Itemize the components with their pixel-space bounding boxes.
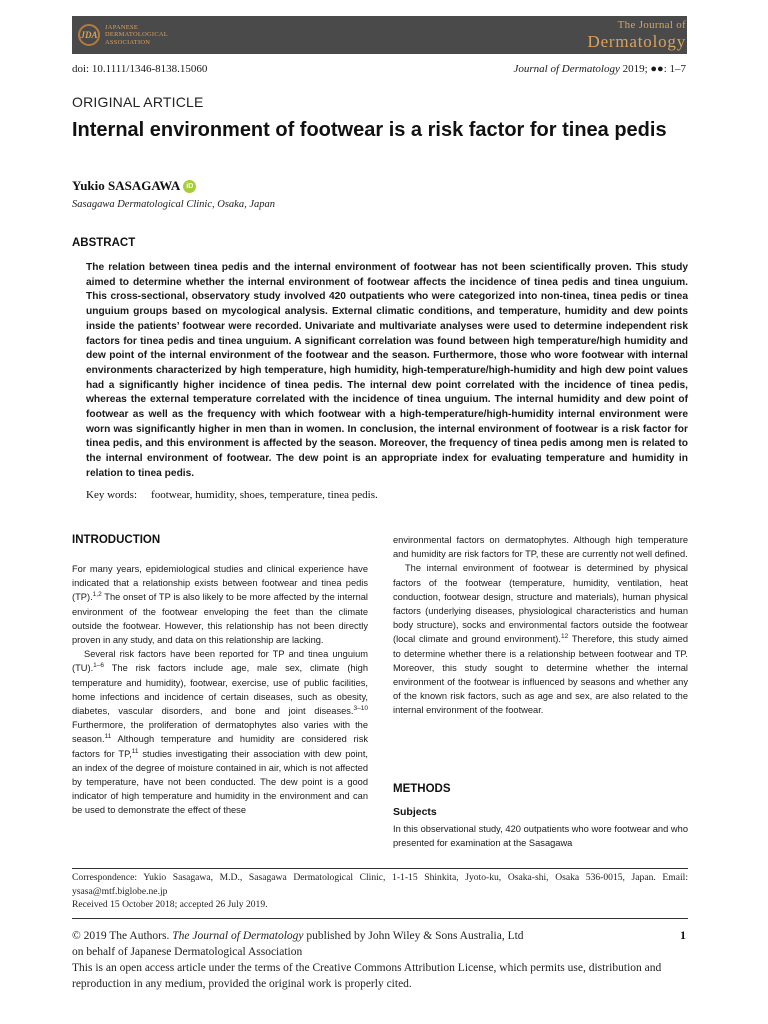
journal-title <box>588 19 687 51</box>
orcid-icon[interactable]: iD <box>183 180 196 193</box>
text: Several risk factors have been reported for TP and tinea unguium (TU). <box>72 649 368 674</box>
abstract-heading: ABSTRACT <box>72 237 136 249</box>
citation-ref[interactable]: 11 <box>131 747 139 755</box>
text: Therefore, this study aimed to determine whether there is a relationship between footwear and TP. Moreover, this study sought to determine whether the internal environment of the footwear is influenced by seasons and whether any of the known risk factors, such as age and sex, are also related to the internal environment of the footwear. <box>393 634 688 716</box>
text: The onset of TP is also likely to be more affected by the internal environment of the footwear enveloping the feet than the climate outside the footwear. However, this relationship has not been directly proven in any study, and data on this relationship are lacking. <box>72 592 368 646</box>
society-name-line: DERMATOLOGICAL <box>105 31 169 39</box>
text: The internal environment of footwear is determined by physical factors of the footwear (temperature, humidity, ventilation, heat conduction, footwear design, structure and materials), human physical factors (underlying diseases, physiological characteristics and human body structure), socks and environmental factors outside the footwear (local climate and ground environment). <box>393 563 688 645</box>
keywords-list: footwear, humidity, shoes, temperature, tinea pedis. <box>151 489 378 501</box>
received-dates: Received 15 October 2018; accepted 26 July 2019. <box>72 899 268 910</box>
left-column <box>72 562 368 818</box>
methods-heading: METHODS <box>393 783 451 795</box>
paragraph <box>393 561 688 717</box>
right-column <box>393 533 688 718</box>
author-affiliation: Sasagawa Dermatological Clinic, Osaka, Japan <box>72 199 275 210</box>
paragraph: environmental factors on dermatophytes. Although high temperature and humidity are risk factors for TP, these are currently not well defined. <box>393 535 688 560</box>
citation-ref[interactable]: 12 <box>561 633 569 641</box>
citation-volume: 2019; ●●: 1–7 <box>619 63 686 75</box>
author-name[interactable]: Yukio SASAGAWA <box>72 178 181 193</box>
doi-link[interactable]: doi: 10.1111/1346-8138.15060 <box>72 63 208 75</box>
footnote-divider <box>72 868 688 869</box>
page-number: 1 <box>680 928 686 942</box>
journal-title-line2: Dermatology <box>587 32 686 51</box>
keywords-label: Key words: <box>86 489 138 501</box>
society-name-line: JAPANESE <box>105 23 139 31</box>
license-text: This is an open access article under the terms of the Creative Commons Attribution License, which permits use, distribution and reproduction in any medium, provided the original work is properly cited. <box>72 962 662 990</box>
text: © 2019 The Authors. <box>72 930 173 942</box>
methods-paragraph: In this observational study, 420 outpatients who wore footwear and who presented for examination at the Sasagawa <box>393 824 688 849</box>
article-type: ORIGINAL ARTICLE <box>72 94 204 110</box>
copyright-block <box>72 928 688 992</box>
society-logo <box>78 20 168 50</box>
citation-ref[interactable]: 3–10 <box>353 704 368 712</box>
text: The Journal of Dermatology <box>172 930 304 942</box>
paragraph <box>72 647 368 817</box>
copyright-divider <box>72 918 688 919</box>
citation-ref[interactable]: 1,2 <box>92 591 102 599</box>
abstract-text: The relation between tinea pedis and the internal environment of footwear has not been scientifically proven. This study aimed to determine whether the internal environment of footwear affects the incidence of tinea pedis and tinea unguium. This cross-sectional, observatory study involved 420 outpatients who were categorized into non-tinea, tinea pedis or tinea unguium groups based on mycological analysis. External climatic conditions, and temperature, humidity and dew points inside the patients’ footwear were recorded. Univariate and multivariate analyses were used to determine independent risk factors for tinea pedis and tinea unguium. A significant correlation was found between high temperature/high humidity and dew point of the internal environment of the footwear and the season. Furthermore, those who wore footwear with internal environments characterized by high temperature, high humidity, high-temperature/high-humidity and high dew point values had a significantly higher incidence of tinea pedis. The internal dew point correlated with the incidence of tinea pedis, whereas the external temperature correlated with the incidence of tinea unguium. The internal humidity and dew point of footwear as well as the frequency with which footwear with a high-temperature/high-humidity internal environment were worn was significantly higher in men than in women. In conclusion, the internal environment of footwear is a risk factor for tinea pedis, and this environment is affected by the season. Moreover, the frequency of tinea pedis among men is related to the internal environment of footwear. The dew point is an appropriate index for evaluating temperature and humidity in relation to tinea pedis. <box>86 262 688 479</box>
text: Furthermore, the proliferation of dermatophytes also varies with the season. <box>72 720 368 745</box>
text: published by John Wiley & Sons Australia, Ltd <box>303 930 524 942</box>
subjects-heading: Subjects <box>393 806 437 818</box>
society-name-line: ASSOCIATION <box>105 38 151 46</box>
introduction-heading: INTRODUCTION <box>72 534 161 546</box>
text: For many years, epidemiological studies and clinical experience have indicated that a relationship exists between footwear and tinea pedis (TP). <box>72 564 368 603</box>
footnotes <box>72 871 688 912</box>
correspondence: Correspondence: Yukio Sasagawa, M.D., Sasagawa Dermatological Clinic, 1-1-15 Shinkita, Jyoto-ku, Osaka-shi, Osaka 536-0015, Japan. Email: ysasa@mtf.biglobe.ne.jp <box>72 872 688 897</box>
text: The risk factors include age, male sex, climate (high temperature and humidity), footwear, exercise, use of public facilities, home infections and incidence of certain diseases, such as obesity, diabetes, vascular disorders, and bone and joint diseases. <box>72 663 368 717</box>
keywords <box>86 489 378 501</box>
copyright-line <box>72 928 688 944</box>
paragraph <box>72 562 368 647</box>
citation-journal-name: Journal of Dermatology <box>513 63 620 75</box>
citation-ref[interactable]: 1–6 <box>93 662 105 670</box>
article-title: Internal environment of footwear is a risk factor for tinea pedis <box>72 119 667 141</box>
jda-emblem-icon: JDA <box>78 24 100 46</box>
author-line <box>72 178 196 194</box>
journal-citation <box>514 63 686 75</box>
journal-title-line1: The Journal of <box>617 19 686 31</box>
copyright-behalf: on behalf of Japanese Dermatological Association <box>72 946 303 958</box>
society-name <box>105 24 168 46</box>
text: Although temperature and humidity are considered risk factors for TP, <box>72 734 368 759</box>
text: studies investigating their association with dew point, an index of the degree of moisture contained in air, which is not affected by temperature, have not been conducted. The dew point is a good indicator of high temperature and humidity in the environment and can be used to demonstrate the effect of these <box>72 748 368 816</box>
citation-ref[interactable]: 11 <box>104 733 112 741</box>
